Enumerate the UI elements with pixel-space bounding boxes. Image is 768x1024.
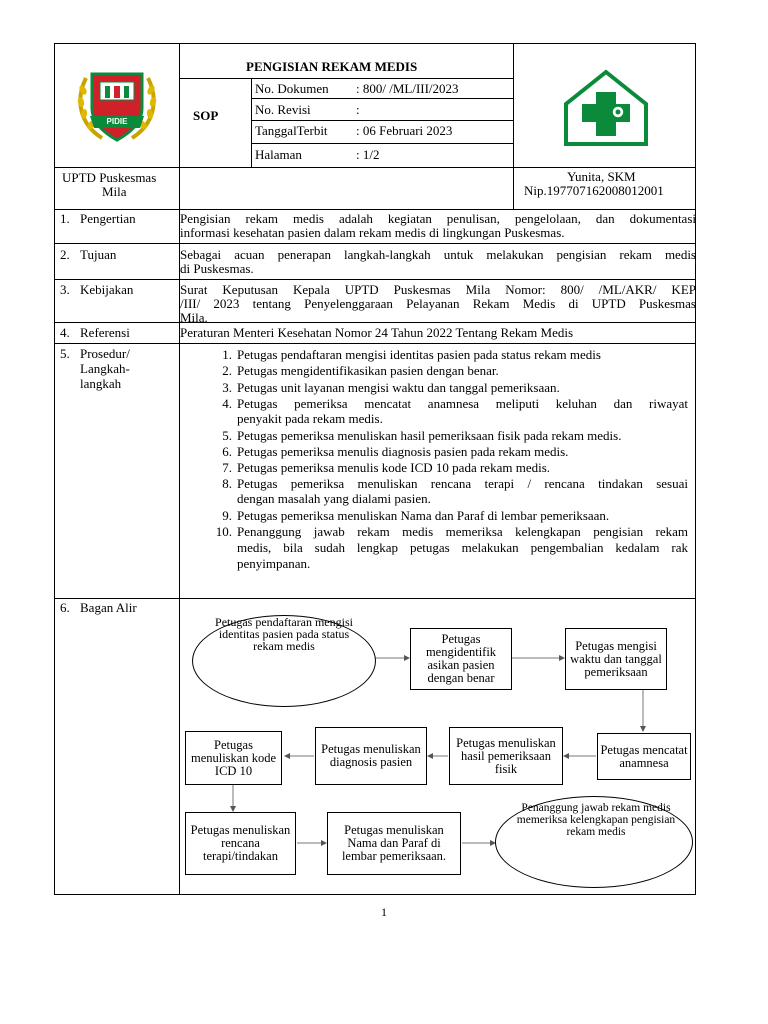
procedure-number: 6. [222, 444, 232, 459]
page-number: 1 [381, 905, 387, 919]
pidie-logo-text: PIDIE [106, 117, 128, 126]
flowchart-step-time-date: Petugas mengisi waktu dan tanggal pemeriksaan [565, 628, 667, 690]
tujuan-text-line2: di Puskesmas. [180, 261, 254, 276]
procedure-item: Petugas pendaftaran mengisi identitas pasien pada status rekam medis [237, 347, 601, 362]
flowchart-start-text: Petugas pendaftaran mengisi identitas pasien pada status rekam medis [215, 615, 353, 653]
pengertian-text: Pengisian rekam medis adalah kegiatan penulisan, pengelolaan, dan dokumentasi [180, 211, 696, 226]
issue-date-label: TanggalTerbit [255, 123, 328, 138]
section-number: 4. [60, 325, 70, 340]
procedure-item: Penanggung jawab rekam medis memeriksa kelengkapan pengisian rekam [237, 524, 688, 539]
kebijakan-text-line2: /III/ 2023 tentang Penyelenggaraan Pelayanan Rekam Medis di UPTD Puskesmas [180, 296, 696, 311]
procedure-item-cont: dengan masalah yang dialami pasien. [237, 491, 431, 506]
flowchart-step-icd10: Petugas menuliskan kode ICD 10 [185, 731, 282, 785]
section-number: 2. [60, 247, 70, 262]
page-label: Halaman [255, 147, 302, 162]
flowchart-step-diagnosis: Petugas menuliskan diagnosis pasien [315, 727, 427, 785]
referensi-text: Peraturan Menteri Kesehatan Nomor 24 Tahun 2022 Tentang Rekam Medis [180, 325, 574, 340]
flowchart-step-anamnesa: Petugas mencatat anamnesa [597, 733, 691, 780]
signer-nip: Nip.197707162008012001 [524, 183, 664, 198]
flowchart-step-treatment-plan: Petugas menuliskan rencana terapi/tindakan [185, 812, 296, 875]
sop-label: SOP [193, 108, 219, 123]
section-label-tujuan: Tujuan [80, 247, 117, 262]
organization-name-line2: Mila [102, 184, 127, 199]
kebijakan-text: Surat Keputusan Kepala UPTD Puskesmas Mila Nomor: 800/ /ML/AKR/ KEP [180, 282, 696, 297]
flowchart-step-physical-exam: Petugas menuliskan hasil pemeriksaan fisik [449, 727, 563, 785]
procedure-item-cont: penyakit pada rekam medis. [237, 411, 383, 426]
section-label-prosedur-line3: langkah [80, 376, 122, 391]
page-value: : 1/2 [356, 147, 380, 162]
procedure-item: Petugas pemeriksa menuliskan rencana terapi / rencana tindakan sesuai [237, 476, 688, 491]
revision-value: : [356, 102, 360, 117]
flowchart-end-text: Penanggung jawab rekam medis memeriksa kelengkapan pengisian rekam medis [516, 802, 676, 838]
signer-name: Yunita, SKM [567, 169, 636, 184]
procedure-item: Petugas pemeriksa mencatat anamnesa meliputi keluhan dan riwayat [237, 396, 688, 411]
procedure-item-cont: penyimpanan. [237, 556, 311, 571]
tujuan-text: Sebagai acuan penerapan langkah-langkah untuk melakukan pengisian rekam medis [180, 247, 696, 262]
procedure-number: 3. [222, 380, 232, 395]
section-label-bagan-alir: Bagan Alir [80, 600, 137, 615]
procedure-number: 9. [222, 508, 232, 523]
revision-label: No. Revisi [255, 102, 311, 117]
section-label-prosedur: Prosedur/ [80, 346, 130, 361]
section-number: 5. [60, 346, 70, 361]
procedure-item-cont: medis, bila sudah lengkap petugas melakukan pengembalian kedalam rak [237, 540, 688, 555]
procedure-number: 5. [222, 428, 232, 443]
procedure-item: Petugas pemeriksa menulis diagnosis pasien pada rekam medis. [237, 444, 569, 459]
section-label-pengertian: Pengertian [80, 211, 136, 226]
procedure-item: Petugas pemeriksa menuliskan Nama dan Paraf di lembar pemeriksaan. [237, 508, 610, 523]
section-number: 3. [60, 282, 70, 297]
procedure-number: 10. [215, 524, 232, 539]
procedure-item: Petugas pemeriksa menuliskan hasil pemeriksaan fisik pada rekam medis. [237, 428, 622, 443]
section-number: 6. [60, 600, 70, 615]
procedure-number: 1. [222, 347, 232, 362]
procedure-number: 2. [222, 363, 232, 378]
procedure-number: 8. [222, 476, 232, 491]
procedure-number: 7. [222, 460, 232, 475]
section-label-prosedur-line2: Langkah- [80, 361, 130, 376]
doc-number-label: No. Dokumen [255, 81, 329, 96]
issue-date-value: : 06 Februari 2023 [356, 123, 453, 138]
procedure-item: Petugas unit layanan mengisi waktu dan tanggal pemeriksaan. [237, 380, 560, 395]
section-label-referensi: Referensi [80, 325, 130, 340]
kebijakan-text-line3: Mila. [180, 310, 208, 325]
procedure-item: Petugas mengidentifikasikan pasien dengan benar. [237, 363, 499, 378]
flowchart-step-name-signature: Petugas menuliskan Nama dan Paraf di lembar pemeriksaan. [327, 812, 461, 875]
doc-number-value: : 800/ /ML/III/2023 [356, 81, 459, 96]
organization-name: UPTD Puskesmas [62, 170, 157, 185]
flowchart-step-identify: Petugas mengidentifik asikan pasien dengan benar [410, 628, 512, 690]
pengertian-text-line2: informasi kesehatan pasien dalam rekam medis di lingkungan Puskesmas. [180, 225, 565, 240]
section-label-kebijakan: Kebijakan [80, 282, 134, 297]
procedure-number: 4. [222, 396, 232, 411]
procedure-item: Petugas pemeriksa menulis kode ICD 10 pada rekam medis. [237, 460, 551, 475]
document-title: PENGISIAN REKAM MEDIS [246, 59, 418, 74]
section-number: 1. [60, 211, 70, 226]
